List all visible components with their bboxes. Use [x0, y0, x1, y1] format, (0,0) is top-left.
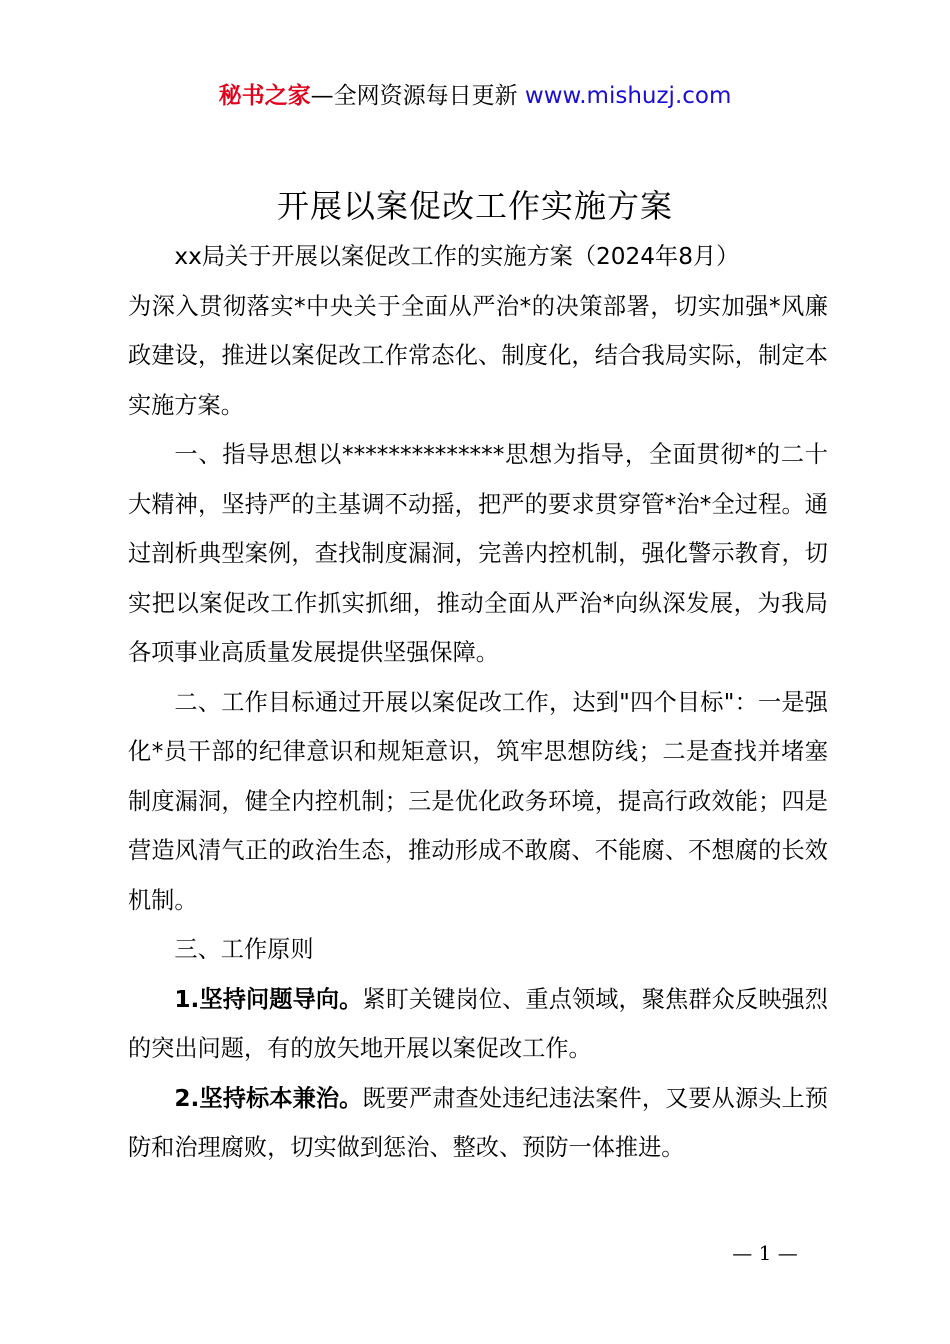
- site-url[interactable]: www.mishuzj.com: [524, 83, 732, 109]
- brand-name: 秘书之家: [218, 83, 311, 109]
- principle-item: [128, 975, 828, 1074]
- document-body: [128, 232, 828, 1173]
- section-work-goals: 二、工作目标通过开展以案促改工作，达到"四个目标"：一是强化*员干部的纪律意识和规矩意识，筑牢思想防线；二是查找并堵塞制度漏洞，健全内控机制；三是优化政务环境，提高行政效能；四是营造风清气正的政治生态，推动形成不敢腐、不能腐、不想腐的长效机制。: [128, 688, 828, 914]
- principle-text: 紧盯关键岗位、重点领域，聚焦群众反映强烈的突出问题，有的放矢地开展以案促改工作。: [128, 985, 828, 1062]
- section-guiding-ideology: 一、指导思想以**************思想为指导，全面贯彻*的二十大精神，坚持严的主基调不动摇，把严的要求贯穿管*治*全过程。通过剖析典型案例，查找制度漏洞，完善内控机制，强化警示教育，切实把以案促改工作抓实抓细，推动全面从严治*向纵深发展，为我局各项事业高质量发展提供坚强保障。: [128, 441, 828, 666]
- section-principles-heading: 三、工作原则: [174, 936, 314, 963]
- document-subtitle: xx局关于开展以案促改工作的实施方案（2024年8月）: [174, 243, 740, 270]
- document-title: 开展以案促改工作实施方案: [276, 187, 673, 225]
- page-number: — 1 —: [732, 1241, 798, 1265]
- site-header: [0, 80, 950, 112]
- principle-lead: 2.坚持标本兼治。: [174, 1084, 363, 1112]
- principle-lead: 1.坚持问题导向。: [174, 985, 363, 1013]
- principle-text: 既要严肃查处违纪违法案件，又要从源头上预防和治理腐败，切实做到惩治、整改、预防一体推进。: [128, 1084, 828, 1161]
- principle-item: [128, 1074, 828, 1173]
- intro-paragraph: 为深入贯彻落实*中央关于全面从严治*的决策部署，切实加强*风廉政建设，推进以案促改工作常态化、制度化，结合我局实际，制定本实施方案。: [128, 292, 828, 419]
- header-tagline: —全网资源每日更新: [310, 83, 525, 109]
